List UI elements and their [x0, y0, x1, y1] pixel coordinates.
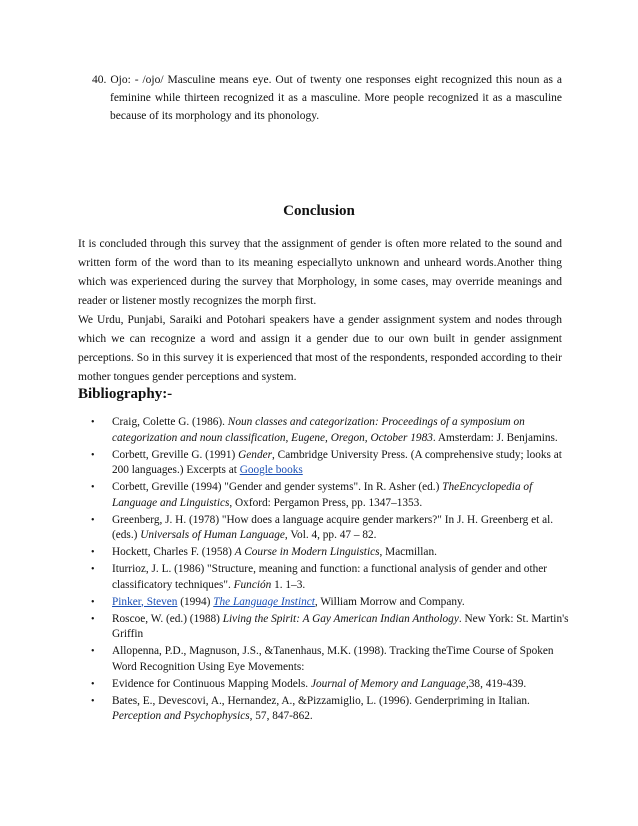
- bullet-icon: •: [91, 449, 95, 461]
- bullet-icon: •: [91, 596, 95, 608]
- entry-link-title[interactable]: The Language Instinct: [213, 595, 315, 608]
- entry-post: . New York: St. Martin's Griffin: [112, 612, 569, 640]
- bullet-icon: •: [91, 646, 95, 657]
- bibliography-entry: [90, 513, 570, 544]
- bibliography-entry: [90, 545, 570, 561]
- bullet-icon: •: [91, 514, 95, 526]
- entry-post: , William Morrow and Company.: [314, 595, 465, 608]
- entry-post: , Oxford: Pergamon Press, pp. 1347–1353.: [229, 496, 423, 509]
- entry-pre: Iturrioz, J. L. (1986) "Structure, meaning and function: a functional analysis of gender and other classificatory techniques".: [112, 563, 548, 591]
- bibliography-entry: [90, 562, 570, 593]
- bullet-icon: •: [91, 482, 95, 493]
- bullet-icon: •: [91, 417, 95, 428]
- bibliography-entry: [90, 480, 570, 511]
- bibliography-entry: [90, 612, 570, 643]
- bullet-icon: •: [91, 695, 95, 707]
- bibliography-entry: [90, 415, 570, 446]
- entry-pre: Corbett, Greville G. (1991): [112, 448, 239, 461]
- entry-italic: Living the Spirit: A Gay American Indian Anthology: [222, 612, 459, 625]
- entry-pre: Corbett, Greville (1994) "Gender and gender systems". In R. Asher (ed.): [112, 481, 443, 493]
- entry-post: 1. 1–3.: [271, 578, 306, 591]
- entry-italic: TheEncyclopedia of Language and Linguistics: [112, 481, 533, 509]
- entry-pre: (1994): [177, 595, 214, 608]
- entry-italic: Gender: [238, 448, 273, 461]
- bullet-icon: •: [91, 613, 95, 625]
- entry-italic: A Course in Modern Linguistics: [234, 546, 380, 558]
- entry-pre: Allopenna, P.D., Magnuson, J.S., &Tanenhaus, M.K. (1998). Tracking theTime Course of Spoken Word Recognition Using Eye Movements:: [112, 645, 554, 673]
- bibliography-entry: [90, 448, 570, 479]
- entry-pre: Craig, Colette G. (1986).: [112, 416, 228, 428]
- bibliography-entry: [90, 644, 570, 675]
- entry-pre: Evidence for Continuous Mapping Models.: [112, 677, 311, 690]
- bibliography-list: [90, 415, 570, 726]
- entry-italic: Noun classes and categorization: Proceedings of a symposium on categorization and noun classification, Eugene, Oregon, October 1983: [112, 416, 525, 444]
- bibliography-entry: [90, 595, 570, 611]
- entry-italic: Journal of Memory and Language: [310, 677, 466, 690]
- conclusion-paragraph-2: We Urdu, Punjabi, Saraiki and Potohari speakers have a gender assignment system and nodes through which we can recognize a word and assign it a gender due to our own built in gender assignment perceptions. So in this survey it is experienced that most of the respondents, responded according to their mother tongues gender perceptions and system.: [78, 314, 562, 383]
- entry-link[interactable]: Google books: [239, 464, 303, 476]
- entry-post: , Macmillan.: [379, 546, 437, 558]
- entry-post: , Cambridge University Press. (A comprehensive study; looks at 200 languages.) Excerpts at: [112, 448, 562, 476]
- entry-pre: Roscoe, W. (ed.) (1988): [112, 612, 223, 625]
- numbered-item-40: [92, 71, 562, 125]
- conclusion-heading: Conclusion: [283, 203, 355, 219]
- bibliography-entry: [90, 694, 570, 725]
- entry-italic: Función: [233, 578, 272, 591]
- item-40-body: Ojo: - /ojo/ Masculine means eye. Out of twenty one responses eight recognized this noun as a feminine while thirteen recognized it as a masculine. More people recognized it as a masculine because of its morphology and its phonology.: [110, 74, 563, 122]
- bullet-icon: •: [91, 678, 95, 690]
- entry-link-author[interactable]: Pinker, Steven: [112, 595, 178, 608]
- entry-post: , Vol. 4, pp. 47 – 82.: [284, 529, 377, 541]
- entry-post: ,38, 419-439.: [465, 677, 527, 690]
- item-40-number: 40.: [92, 74, 107, 86]
- entry-italic: Perception and Psychophysics,: [112, 710, 253, 722]
- entry-italic: Universals of Human Language: [140, 529, 285, 541]
- entry-pre: Hockett, Charles F. (1958): [112, 546, 235, 558]
- bullet-icon: •: [91, 547, 95, 558]
- entry-post: . Amsterdam: J. Benjamins.: [432, 431, 558, 444]
- bullet-icon: •: [91, 564, 95, 575]
- bibliography-entry: [90, 677, 570, 693]
- bibliography-heading: Bibliography:-: [78, 386, 173, 402]
- entry-pre: Bates, E., Devescovi, A., Hernandez, A., &Pizzamiglio, L. (1996). Genderpriming in Italian.: [112, 694, 530, 707]
- entry-pre: Greenberg, J. H. (1978) "How does a language acquire gender markers?" In J. H. Greenberg et al. (eds.): [112, 513, 554, 541]
- conclusion-paragraph-1: It is concluded through this survey that the assignment of gender is often more related to the sound and written form of the word than to its meaning especiallyto unknown and unheard words.Another thing which was experienced during the survey that Morphology, in some cases, may override meanings and reader or listener mostly recognizes the morph first.: [78, 238, 562, 307]
- item-40-text: [92, 71, 563, 125]
- entry-post: 57, 847-862.: [252, 710, 313, 722]
